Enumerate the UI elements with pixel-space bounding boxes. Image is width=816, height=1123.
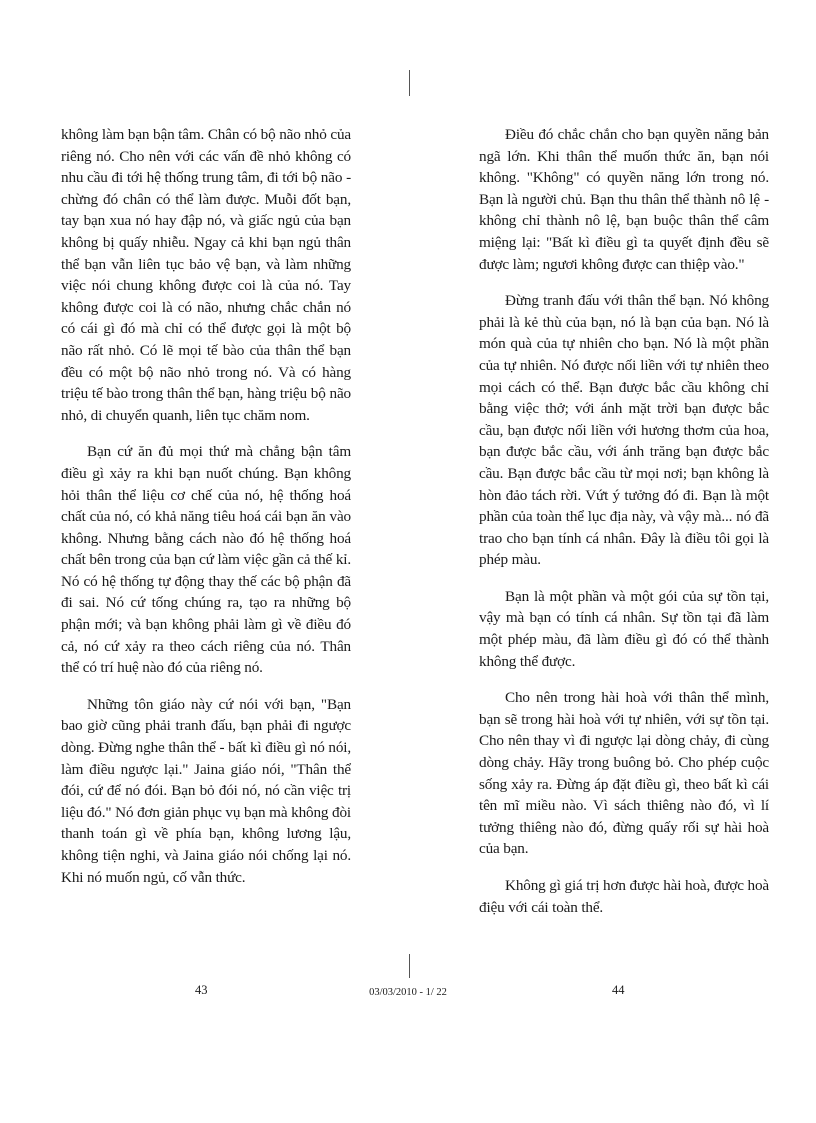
right-paragraph-5: Không gì giá trị hơn được hài hoà, được hoà điệu với cái toàn thể. bbox=[479, 877, 769, 916]
left-paragraph-2: Bạn cứ ăn đủ mọi thứ mà chẳng bận tâm điều gì xảy ra khi bạn nuốt chúng. Bạn không hỏi thân thể liệu cơ chế của nó, hệ thống hoá chất của nó, có khả năng tiêu hoá cái bạn ăn vào không. Nhưng bằng cách nào đó hệ thống hoá chất bên trong của bạn cứ làm việc gần cả thế kỉ. Nó có hệ thống tự động thay thế các bộ phận đã đi sai. Nó cứ tống chúng ra, tạo ra những bộ phận mới; và bạn không phải làm gì về điều đó cả, nó cứ xảy ra theo cách riêng của nó. Thân thể có trí huệ nào đó của riêng nó. bbox=[61, 443, 351, 677]
left-page-column bbox=[61, 124, 351, 903]
left-paragraph-3: Những tôn giáo này cứ nói với bạn, "Bạn bao giờ cũng phải tranh đấu, bạn phải đi ngược dòng. Đừng nghe thân thể - bất kì điều gì nó nói, làm điều ngược lại." Jaina giáo nói, "Thân thể đói, cứ để nó đói. Bạn bỏ đói nó, nó cần việc trị liệu đó." Nó đơn giản phục vụ bạn mà không đòi thanh toán gì về phía bạn, không lương lậu, không tiện nghi, và Jaina giáo nói chống lại nó. Khi nó muốn ngủ, cố vẫn thức. bbox=[61, 695, 351, 886]
right-page-number: 44 bbox=[612, 983, 625, 997]
right-paragraph-2: Đừng tranh đấu với thân thể bạn. Nó không phải là kẻ thù của bạn, nó là bạn của bạn. Nó là món quà của tự nhiên cho bạn. Nó là một phần của tự nhiên. Nó được nối liền với tự nhiên theo mọi cách có thể. Bạn được bắc cầu không chỉ bằng việc thở; với ánh mặt trời bạn được bắc cầu, bạn được nối liền với hương thơm của hoa, bạn được bắc cầu, với ánh trăng bạn được bắc cầu. Bạn được bắc cầu từ mọi nơi; bạn không là hòn đảo tách rời. Vứt ý tưởng đó đi. Bạn là một phần của toàn thể lục địa này, và vậy mà... nó đã trao cho bạn tính cá nhân. Đây là điều tôi gọi là phép màu. bbox=[479, 292, 769, 569]
right-paragraph-1: Điều đó chắc chắn cho bạn quyền năng bản ngã lớn. Khi thân thể muốn thức ăn, bạn nói không. "Không" có quyền năng lớn trong nó. Bạn là người chủ. Bạn thu thân thể thành nô lệ - không chỉ thành nô lệ, bạn buộc thân thể câm miệng lại: "Bất kì điều gì ta quyết định đều sẽ được làm; ngươi không được can thiệp vào." bbox=[479, 126, 769, 273]
right-page-column bbox=[479, 124, 769, 933]
bottom-center-divider bbox=[409, 954, 410, 978]
right-paragraph-3: Bạn là một phần và một gói của sự tồn tại, vậy mà bạn có tính cá nhân. Sự tồn tại đã làm một phép màu, đã làm điều gì đó có thể thành không thể được. bbox=[479, 587, 769, 670]
right-paragraph-4: Cho nên trong hài hoà với thân thể mình, bạn sẽ trong hài hoà với tự nhiên, với sự tồn tại. Cho nên thay vì đi ngược lại dòng chảy, đi cùng dòng chảy. Hãy trong buông bỏ. Cho phép cuộc sống xảy ra. Đừng áp đặt điều gì, theo bất kì cái tên mĩ miều nào. Vì sách thiêng nào đó, vì lí tưởng thiêng nào đó, đừng quấy rối sự hài hoà của bạn. bbox=[479, 689, 769, 858]
left-paragraph-1: không làm bạn bận tâm. Chân có bộ não nhỏ của riêng nó. Cho nên với các vấn đề nhỏ không có nhu cầu đi tới hệ thống trung tâm, đi tới bộ não - chừng đó chân có thể làm được. Muỗi đốt bạn, tay bạn xua nó hay đập nó, và giấc ngủ của bạn không bị quấy nhiễu. Ngay cả khi bạn ngủ thân thể bạn vẫn liên tục bảo vệ bạn, và làm những việc nói chung không được coi là của nó. Tay không được coi là có não, nhưng chắc chắn nó có cái gì đó mà chỉ có thể được gọi là một bộ não rất nhỏ. Có lẽ mọi tế bào của thân thể bạn đều có một bộ não nhỏ trong nó. Và có hàng triệu tế bào trong thân thể bạn, hàng triệu bộ não nhỏ, di chuyển quanh, liên tục chăm nom. bbox=[61, 126, 351, 424]
footer-date: 03/03/2010 - 1/ 22 bbox=[369, 987, 447, 998]
left-page-number: 43 bbox=[195, 983, 208, 997]
top-center-divider bbox=[409, 70, 410, 96]
